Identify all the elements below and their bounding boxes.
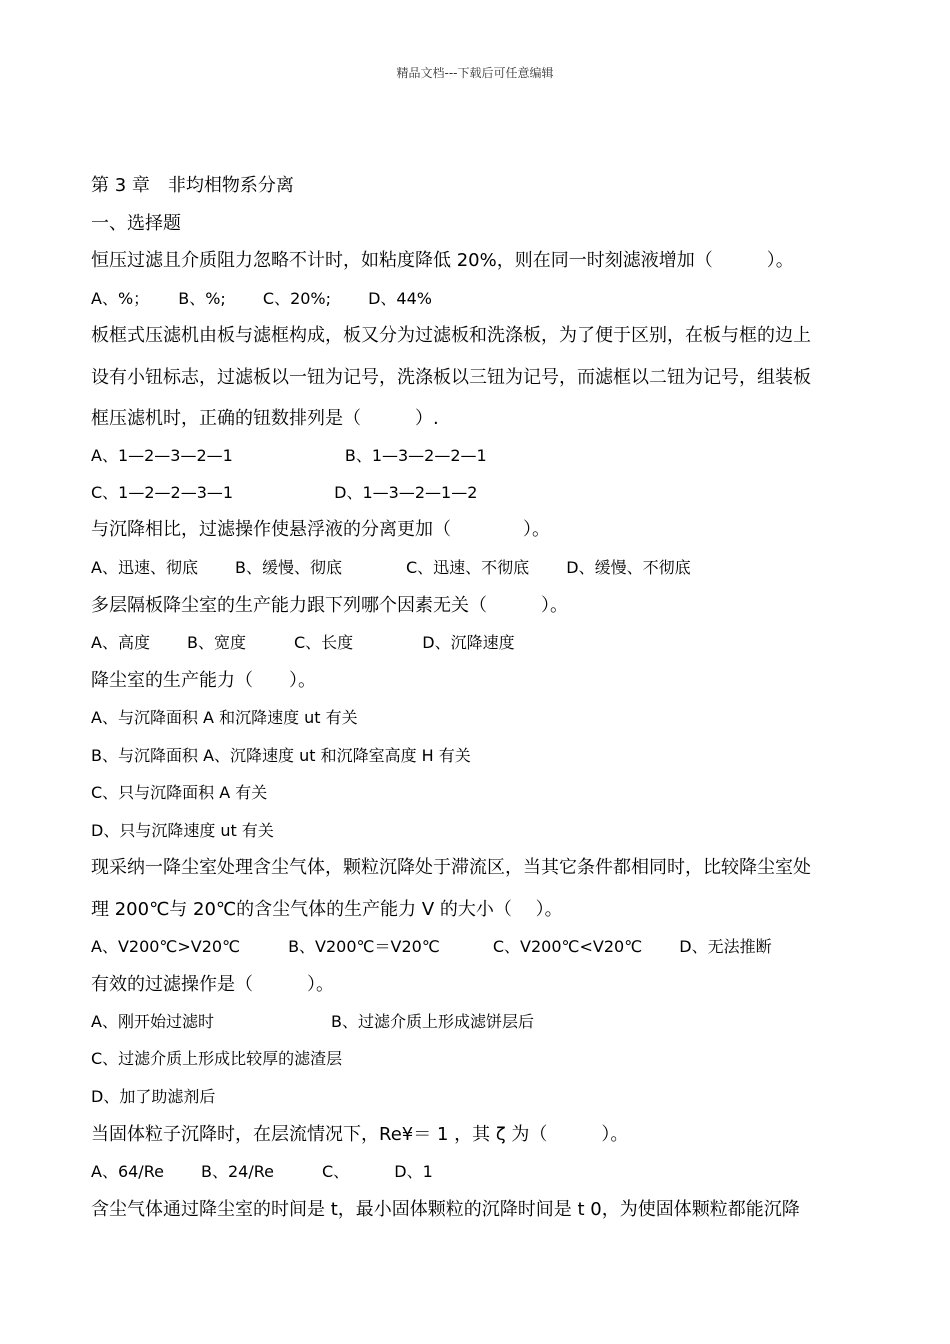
- question-4: 多层隔板降尘室的生产能力跟下列哪个因素无关（ ）。: [91, 595, 568, 616]
- question-8: 当固体粒子沉降时，在层流情况下，Re¥＝ 1 ，其 ζ 为（ ）。: [91, 1124, 629, 1145]
- question-2-options-ab: A、1—2—3—2—1 B、1—3—2—2—1: [91, 446, 487, 465]
- question-7-option-c: C、过滤介质上形成比较厚的滤渣层: [91, 1049, 343, 1068]
- question-1-options: A、%； B、%; C、20%; D、44%: [91, 289, 432, 308]
- question-4-options: A、高度 B、宽度 C、长度 D、沉降速度: [91, 633, 515, 652]
- question-2-line-1: 板框式压滤机由板与滤框构成，板又分为过滤板和洗涤板，为了便于区别，在板与框的边上: [91, 325, 811, 346]
- question-5: 降尘室的生产能力（ ）。: [91, 670, 316, 691]
- question-3-options: A、迅速、彻底 B、缓慢、彻底 C、迅速、不彻底 D、缓慢、不彻底: [91, 558, 691, 577]
- question-1: 恒压过滤且介质阻力忽略不计时，如粘度降低 20%，则在同一时刻滤液增加（ ）。: [91, 250, 794, 271]
- question-6-line-1: 现采纳一降尘室处理含尘气体，颗粒沉降处于滞流区，当其它条件都相同时，比较降尘室处: [91, 857, 811, 878]
- section-title: 一、选择题: [91, 213, 181, 234]
- question-7-options-ab: A、刚开始过滤时 B、过滤介质上形成滤饼层后: [91, 1012, 535, 1031]
- question-2-line-3: 框压滤机时，正确的钮数排列是（ ）.: [91, 408, 439, 429]
- question-5-option-a: A、与沉降面积 A 和沉降速度 ut 有关: [91, 708, 358, 727]
- question-9-line-1: 含尘气体通过降尘室的时间是 t，最小固体颗粒的沉降时间是 t 0，为使固体颗粒都能沉降: [91, 1199, 800, 1220]
- question-5-option-b: B、与沉降面积 A、沉降速度 ut 和沉降室高度 H 有关: [91, 746, 471, 765]
- question-7-option-d: D、加了助滤剂后: [91, 1087, 216, 1106]
- question-6-line-2: 理 200℃与 20℃的含尘气体的生产能力 V 的大小（ ）。: [91, 899, 563, 920]
- question-7: 有效的过滤操作是（ ）。: [91, 974, 334, 995]
- question-8-options: A、64/Re B、24/Re C、 D、1: [91, 1162, 433, 1181]
- question-2-line-2: 设有小钮标志，过滤板以一钮为记号，洗涤板以三钮为记号，而滤框以二钮为记号，组装板: [91, 367, 811, 388]
- question-2-options-cd: C、1—2—2—3—1 D、1—3—2—1—2: [91, 483, 478, 502]
- question-6-options: A、V200℃>V20℃ B、V200℃＝V20℃ C、V200℃<V20℃ D、无法推断: [91, 937, 772, 956]
- chapter-title: 第 3 章 非均相物系分离: [91, 175, 294, 196]
- question-5-option-c: C、只与沉降面积 A 有关: [91, 783, 268, 802]
- question-5-option-d: D、只与沉降速度 ut 有关: [91, 821, 274, 840]
- page-header: 精品文档---下载后可任意编辑: [396, 66, 554, 80]
- question-3: 与沉降相比，过滤操作使悬浮液的分离更加（ ）。: [91, 519, 550, 540]
